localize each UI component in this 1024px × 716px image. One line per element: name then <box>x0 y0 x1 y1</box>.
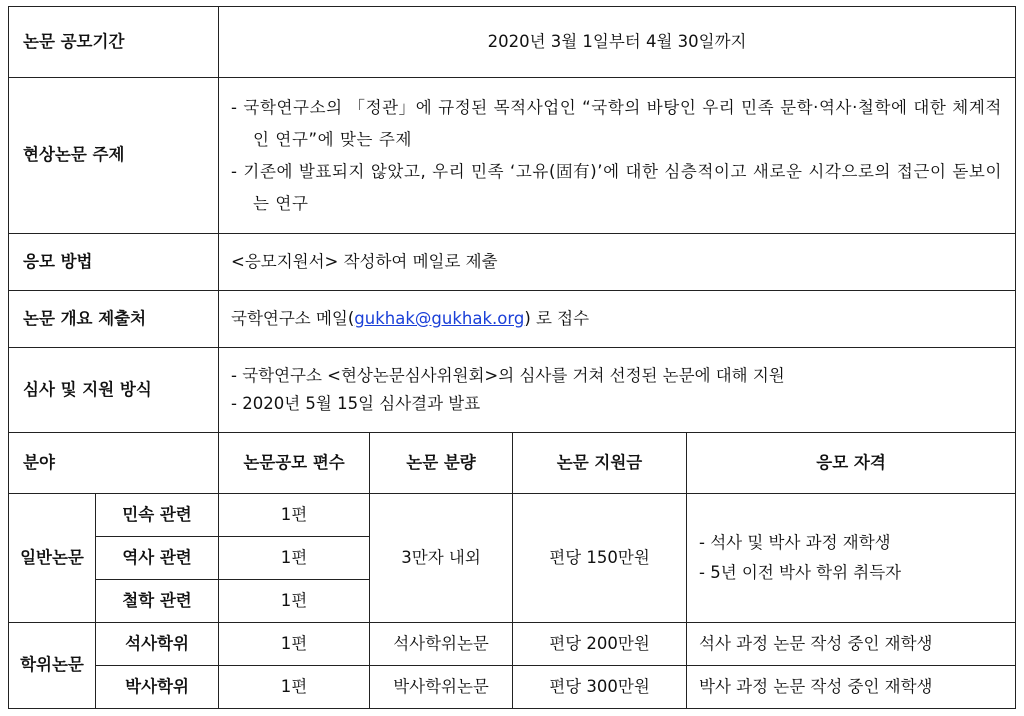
period-label: 논문 공모기간 <box>9 7 219 78</box>
general-grant: 편당 150만원 <box>513 494 687 623</box>
table-row <box>9 666 1016 709</box>
theme-row <box>9 78 1016 234</box>
general-length: 3만자 내외 <box>370 494 513 623</box>
subfield-name: 역사 관련 <box>96 537 219 580</box>
degree-name: 박사학위 <box>96 666 219 709</box>
degree-grant: 편당 200만원 <box>513 623 687 666</box>
theme-bullet-1: - 국학연구소의 「정관」에 규정된 목적사업인 “국학의 바탕인 우리 민족 문학·역사·철학에 대한 체계적인 연구”에 맞는 주제 <box>231 97 1002 149</box>
degree-grant: 편당 300만원 <box>513 666 687 709</box>
theme-bullet-2: - 기존에 발표되지 않았고, 우리 민족 ‘고유(固有)’에 대한 심층적이고 새로운 시각으로의 접근이 돋보이는 연구 <box>231 161 1002 213</box>
subfield-name: 철학 관련 <box>96 580 219 623</box>
email-link[interactable]: gukhak@gukhak.org <box>354 308 525 328</box>
degree-count: 1편 <box>219 666 370 709</box>
review-content <box>219 348 1016 433</box>
header-count: 논문공모 편수 <box>219 433 370 494</box>
eligibility-item: - 석사 및 박사 과정 재학생 <box>699 533 891 552</box>
subfield-count: 1편 <box>219 580 370 623</box>
degree-eligibility: 석사 과정 논문 작성 중인 재학생 <box>687 623 1016 666</box>
degree-length: 석사학위논문 <box>370 623 513 666</box>
degree-count: 1편 <box>219 623 370 666</box>
grid-header-row <box>9 433 1016 494</box>
submission-suffix: ) 로 접수 <box>524 308 590 328</box>
submission-row <box>9 291 1016 348</box>
method-value: <응모지원서> 작성하여 메일로 제출 <box>219 234 1016 291</box>
contest-info-document <box>8 6 1016 709</box>
header-length: 논문 분량 <box>370 433 513 494</box>
submission-label: 논문 개요 제출처 <box>9 291 219 348</box>
general-eligibility <box>687 494 1016 623</box>
review-label: 심사 및 지원 방식 <box>9 348 219 433</box>
review-bullet-1: - 국학연구소 <현상논문심사위원회>의 심사를 거쳐 선정된 논문에 대해 지원 <box>231 366 785 385</box>
header-field: 분야 <box>9 433 219 494</box>
method-row <box>9 234 1016 291</box>
degree-eligibility: 박사 과정 논문 작성 중인 재학생 <box>687 666 1016 709</box>
contest-info-table <box>8 6 1016 709</box>
table-row <box>9 623 1016 666</box>
degree-name: 석사학위 <box>96 623 219 666</box>
degree-group-label: 학위논문 <box>9 623 96 709</box>
subfield-count: 1편 <box>219 537 370 580</box>
submission-prefix: 국학연구소 메일( <box>231 308 355 328</box>
review-row <box>9 348 1016 433</box>
subfield-name: 민속 관련 <box>96 494 219 537</box>
header-grant: 논문 지원금 <box>513 433 687 494</box>
period-row <box>9 7 1016 78</box>
review-bullet-2: - 2020년 5월 15일 심사결과 발표 <box>231 394 481 413</box>
general-group-label: 일반논문 <box>9 494 96 623</box>
theme-content <box>219 78 1016 234</box>
degree-length: 박사학위논문 <box>370 666 513 709</box>
period-value: 2020년 3월 1일부터 4월 30일까지 <box>219 7 1016 78</box>
theme-label: 현상논문 주제 <box>9 78 219 234</box>
submission-value <box>219 291 1016 348</box>
header-eligibility: 응모 자격 <box>687 433 1016 494</box>
eligibility-item: - 5년 이전 박사 학위 취득자 <box>699 563 902 582</box>
table-row <box>9 494 1016 537</box>
subfield-count: 1편 <box>219 494 370 537</box>
method-label: 응모 방법 <box>9 234 219 291</box>
